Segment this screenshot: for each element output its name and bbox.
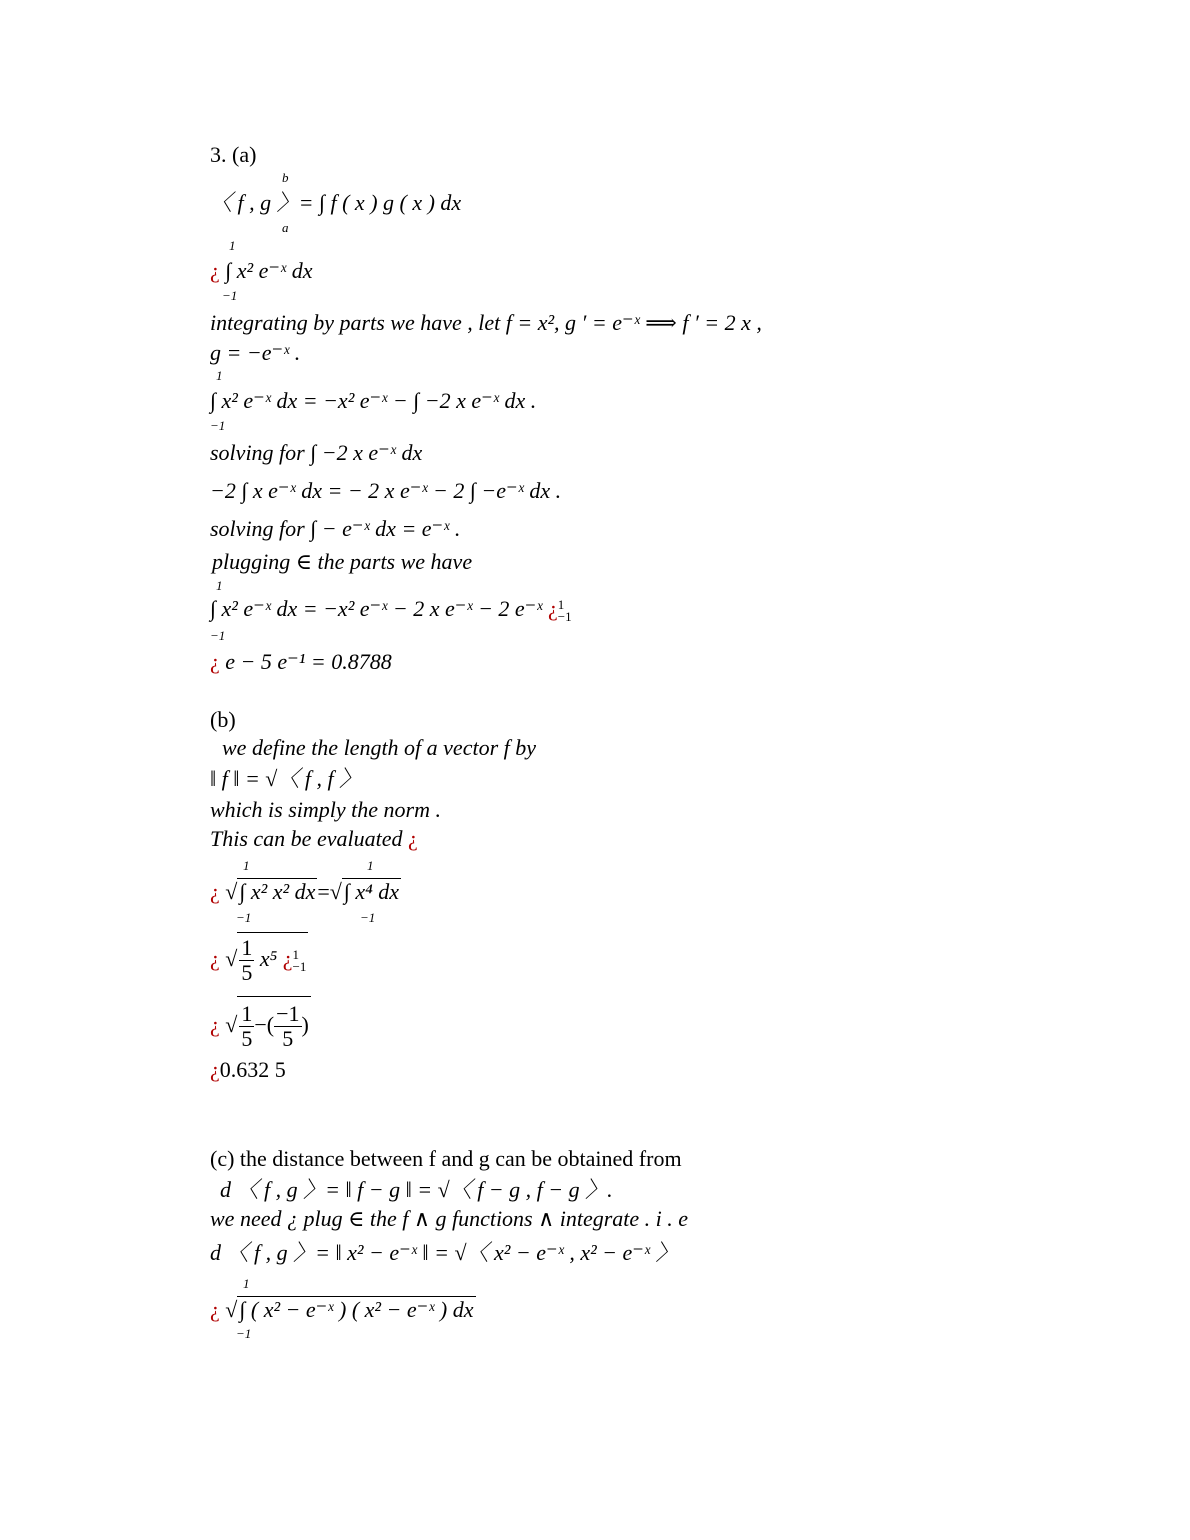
- equation-line: g = −e⁻ˣ .: [210, 340, 301, 365]
- fraction-denominator: 5: [282, 1026, 294, 1052]
- inverted-question-glyph: ¿: [210, 1057, 220, 1082]
- integral-upper-limit: 1: [243, 1276, 250, 1291]
- inner-product-definition: 〈 f , g 〉= ∫ f ( x ) g ( x ) dx: [210, 190, 462, 215]
- result-line: [210, 649, 392, 675]
- integral-lower-limit: −1: [236, 1326, 252, 1341]
- result-line: [210, 1057, 286, 1083]
- integral-upper-limit: 1: [229, 238, 236, 253]
- integral-lower-limit: −1: [236, 910, 252, 925]
- part-b-heading: (b): [210, 707, 236, 732]
- equation-line: d 〈 f , g 〉= ‖ x² − e⁻ˣ ‖ = √〈 x² − e⁻ˣ , x² − e⁻ˣ 〉: [210, 1240, 678, 1265]
- integral-lower-limit: −1: [360, 910, 376, 925]
- integral-upper-limit: 1: [216, 368, 223, 383]
- inverted-question-glyph: ¿: [210, 879, 220, 904]
- equation-text: ∫ x² e⁻ˣ dx: [225, 258, 313, 283]
- integral-lower-limit: −1: [210, 628, 226, 643]
- integral-upper-limit: 1: [216, 578, 223, 593]
- equation-line: we need ¿ plug ∈ the f ∧ g functions ∧ integrate . i . e: [210, 1206, 689, 1231]
- integral-lower-limit: −1: [222, 288, 238, 303]
- equation-line: −2 ∫ x e⁻ˣ dx = − 2 x e⁻ˣ − 2 ∫ −e⁻ˣ dx .: [210, 478, 562, 503]
- integral-lower-limit: a: [282, 220, 289, 235]
- equation-line: ¿ √ $\frac{1}{5}$ x⁵ ¿ 1 −1: [210, 932, 308, 985]
- equation-text: ∫ x² e⁻ˣ dx = −x² e⁻ˣ − 2 x e⁻ˣ − 2 e⁻ˣ: [210, 596, 543, 621]
- equation-text: This can be evaluated: [210, 826, 403, 851]
- evaluation-upper: 1: [292, 946, 300, 962]
- equation-line: ¿ √∫ x² x² dx=√∫ x⁴ dx: [210, 879, 400, 904]
- fraction-numerator: −1: [276, 1001, 300, 1027]
- equation-text: ∫ ( x² − e⁻ˣ ) ( x² − e⁻ˣ ) dx: [239, 1297, 474, 1322]
- equation-line: solving for ∫ − e⁻ˣ dx = e⁻ˣ .: [210, 516, 461, 541]
- distance-definition: d 〈 f , g 〉= ‖ f − g ‖ = √〈 f − g , f − g 〉.: [220, 1177, 613, 1202]
- equation-line: which is simply the norm .: [210, 797, 441, 822]
- evaluation-lower: −1: [557, 608, 572, 624]
- fraction-numerator: 1: [241, 1001, 253, 1027]
- equation-line: [210, 826, 418, 852]
- inverted-question-glyph: ¿: [548, 596, 558, 621]
- evaluation-lower: −1: [292, 958, 307, 974]
- equation-line: we define the length of a vector f by: [222, 735, 537, 760]
- inverted-question-glyph: ¿: [407, 826, 418, 851]
- equation-text: e − 5 e⁻¹ = 0.8788: [225, 649, 392, 674]
- inverted-question-glyph: ¿: [210, 258, 220, 283]
- integral-upper-limit: 1: [243, 858, 250, 873]
- integral-lower-limit: −1: [210, 418, 226, 433]
- inverted-question-glyph: ¿: [210, 649, 220, 674]
- norm-definition: ‖ f ‖ = √〈 f , f 〉: [210, 766, 362, 791]
- evaluation-upper: 1: [557, 596, 565, 612]
- equation-line: solving for ∫ −2 x e⁻ˣ dx: [210, 440, 423, 465]
- part-a-heading: 3. (a): [210, 142, 257, 167]
- equation-line: ¿ √ $\frac{1}{5}$ −( $\frac{-1}{5}$ ): [210, 996, 311, 1053]
- fraction-denominator: 5: [241, 960, 253, 986]
- equation-line: ¿ √∫ ( x² − e⁻ˣ ) ( x² − e⁻ˣ ) dx: [210, 1297, 474, 1322]
- equation-line: ∫ x² e⁻ˣ dx = −x² e⁻ˣ − ∫ −2 x e⁻ˣ dx .: [210, 388, 537, 413]
- equation-text: ∫ x² x² dx: [239, 879, 316, 904]
- equation-text: 0.632 5: [219, 1057, 286, 1082]
- equation-line: plugging ∈ the parts we have: [212, 549, 473, 574]
- equation-line: [210, 258, 313, 284]
- inverted-question-glyph: ¿: [210, 1012, 220, 1037]
- equation-text: x⁵: [259, 946, 278, 971]
- inverted-question-glyph: ¿: [282, 946, 293, 971]
- equation-line: [210, 596, 572, 623]
- equation-text: ∫ x⁴ dx: [343, 879, 400, 904]
- part-c-heading: (c) the distance between f and g can be obtained from: [210, 1146, 682, 1171]
- inverted-question-glyph: ¿: [210, 1297, 220, 1322]
- integration-by-parts-text: integrating by parts we have , let f = x², g ′ = e⁻ˣ ⟹ f ′ = 2 x ,: [210, 310, 762, 335]
- fraction-denominator: 5: [241, 1026, 253, 1052]
- integral-upper-limit: 1: [367, 858, 374, 873]
- integral-upper-limit: b: [282, 170, 289, 185]
- fraction-numerator: 1: [241, 935, 253, 961]
- inverted-question-glyph: ¿: [210, 946, 220, 971]
